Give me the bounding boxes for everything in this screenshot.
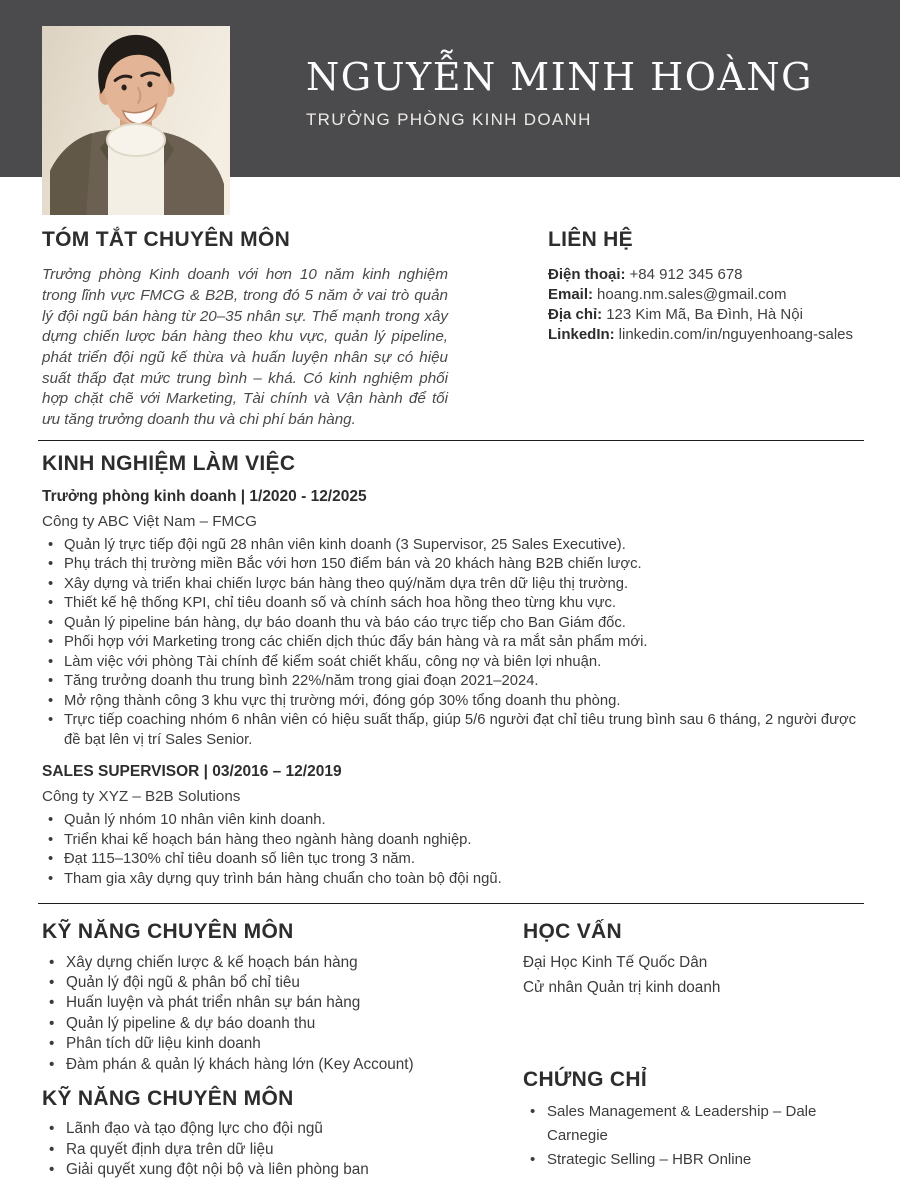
skills-column	[42, 920, 482, 1180]
contact-list	[548, 265, 858, 345]
job-bullet: • Thiết kế hệ thống KPI, chỉ tiêu doanh số và chính sách hoa hồng theo từng khu vực.	[42, 594, 858, 614]
bottom-section	[42, 920, 858, 1180]
experience-heading: KINH NGHIỆM LÀM VIỆC	[42, 451, 296, 475]
education-degree: Cử nhân Quản trị kinh doanh	[523, 979, 721, 997]
skill-item: • Đàm phán & quản lý khách hàng lớn (Key Account)	[42, 1055, 482, 1075]
soft-skills-heading: KỸ NĂNG CHUYÊN MÔN	[42, 1086, 294, 1110]
contact-value: 123 Kim Mã, Ba Đình, Hà Nội	[606, 306, 803, 324]
certificates-list	[523, 1100, 838, 1172]
person-job-title: TRƯỞNG PHÒNG KINH DOANH	[306, 109, 592, 129]
person-name: NGUYỄN MINH HOÀNG	[306, 55, 814, 99]
contact-line	[548, 325, 858, 345]
contact-value: linkedin.com/in/nguyenhoang-sales	[618, 326, 853, 344]
skill-item: • Huấn luyện và phát triển nhân sự bán hàng	[42, 993, 482, 1013]
job-entry	[42, 487, 858, 751]
summary-heading: TÓM TẮT CHUYÊN MÔN	[42, 228, 291, 251]
skills-list	[42, 953, 482, 1075]
experience-section	[42, 452, 858, 890]
skill-item: • Quản lý đội ngũ & phân bổ chỉ tiêu	[42, 973, 482, 993]
job-bullet: • Quản lý trực tiếp đội ngũ 28 nhân viên kinh doanh (3 Supervisor, 25 Sales Executive).	[42, 536, 858, 556]
contact-section	[548, 228, 858, 345]
skill-item: • Phân tích dữ liệu kinh doanh	[42, 1034, 482, 1054]
summary-text: Trưởng phòng Kinh doanh với hơn 10 năm kinh nghiệm trong lĩnh vực FMCG & B2B, trong đó 5 năm ở vai trò quản lý đội ngũ bán hàng từ 20–35 nhân sự. Thế mạnh trong xây dựng chiến lược bán hàng theo khu vực, quản lý pipeline, phát triển đội ngũ kế thừa và huấn luyện nhân sự có hiệu suất thấp đạt mức trung bình – khá. Có kinh nghiệm phối hợp chặt chẽ với Marketing, Tài chính và Vận hành để tối ưu tăng trưởng doanh thu và chi phí bán hàng.	[42, 266, 448, 429]
job-bullet: • Xây dựng và triển khai chiến lược bán hàng theo quý/năm dựa trên dữ liệu thị trường.	[42, 575, 858, 595]
job-bullet: • Triển khai kế hoạch bán hàng theo ngành hàng doanh nghiệp.	[42, 831, 858, 851]
contact-label: LinkedIn:	[548, 326, 615, 344]
contact-label: Email:	[548, 286, 594, 304]
education-heading: HỌC VẤN	[523, 920, 622, 944]
summary-section	[42, 228, 448, 431]
education-school: Đại Học Kinh Tế Quốc Dân	[523, 953, 708, 971]
certificate-item: • Sales Management & Leadership – Dale Carnegie	[523, 1100, 838, 1148]
job-bullet: • Quản lý nhóm 10 nhân viên kinh doanh.	[42, 811, 858, 831]
job-bullet-list	[42, 536, 858, 751]
contact-line	[548, 285, 858, 305]
contact-line	[548, 305, 858, 325]
soft-skill-item: • Lãnh đạo và tạo động lực cho đội ngũ	[42, 1119, 482, 1139]
job-company: Công ty XYZ – B2B Solutions	[42, 788, 241, 806]
skill-item: • Quản lý pipeline & dự báo doanh thu	[42, 1014, 482, 1034]
skills-heading: KỸ NĂNG CHUYÊN MÔN	[42, 920, 294, 944]
contact-label: Địa chỉ:	[548, 306, 603, 324]
job-title: Trưởng phòng kinh doanh | 1/2020 - 12/2025	[42, 487, 367, 505]
education-column	[523, 920, 858, 1171]
job-bullet: • Phụ trách thị trường miền Bắc với hơn 150 điểm bán và 20 khách hàng B2B chiến lược.	[42, 555, 858, 575]
skill-item: • Xây dựng chiến lược & kế hoạch bán hàng	[42, 953, 482, 973]
contact-heading: LIÊN HỆ	[548, 228, 633, 251]
job-title: SALES SUPERVISOR | 03/2016 – 12/2019	[42, 763, 342, 781]
job-bullet: • Phối hợp với Marketing trong các chiến dịch thúc đẩy bán hàng và ra mắt sản phẩm mới.	[42, 633, 858, 653]
soft-skills-list	[42, 1119, 482, 1180]
job-bullet: • Mở rộng thành công 3 khu vực thị trường mới, đóng góp 30% tổng doanh thu phòng.	[42, 692, 858, 712]
contact-value: hoang.nm.sales@gmail.com	[597, 286, 787, 304]
job-bullet: • Quản lý pipeline bán hàng, dự báo doanh thu và báo cáo trực tiếp cho Ban Giám đốc.	[42, 614, 858, 634]
contact-value: +84 912 345 678	[629, 266, 743, 284]
job-bullet: • Tham gia xây dựng quy trình bán hàng chuẩn cho toàn bộ đội ngũ.	[42, 870, 858, 890]
contact-label: Điện thoại:	[548, 266, 626, 284]
job-entry	[42, 762, 858, 889]
soft-skill-item: • Giải quyết xung đột nội bộ và liên phòng ban	[42, 1160, 482, 1180]
job-bullet: • Làm việc với phòng Tài chính để kiểm soát chiết khấu, công nợ và biên lợi nhuận.	[42, 653, 858, 673]
contact-line	[548, 265, 858, 285]
section-divider	[38, 440, 864, 441]
job-bullet: • Đạt 115–130% chỉ tiêu doanh số liên tục trong 3 năm.	[42, 850, 858, 870]
job-company: Công ty ABC Việt Nam – FMCG	[42, 512, 257, 530]
soft-skill-item: • Ra quyết định dựa trên dữ liệu	[42, 1140, 482, 1160]
job-bullet: • Trực tiếp coaching nhóm 6 nhân viên có hiệu suất thấp, giúp 5/6 người đạt chỉ tiêu trung bình sau 6 tháng, 2 người được đề bạt lên vị trí Sales Senior.	[42, 711, 858, 750]
section-divider	[38, 903, 864, 904]
job-bullet-list	[42, 811, 858, 889]
top-section	[42, 228, 858, 431]
certificate-item: • Strategic Selling – HBR Online	[523, 1148, 838, 1172]
job-bullet: • Tăng trưởng doanh thu trung bình 22%/năm trong giai đoạn 2021–2024.	[42, 672, 858, 692]
certificates-heading: CHỨNG CHỈ	[523, 1067, 647, 1091]
